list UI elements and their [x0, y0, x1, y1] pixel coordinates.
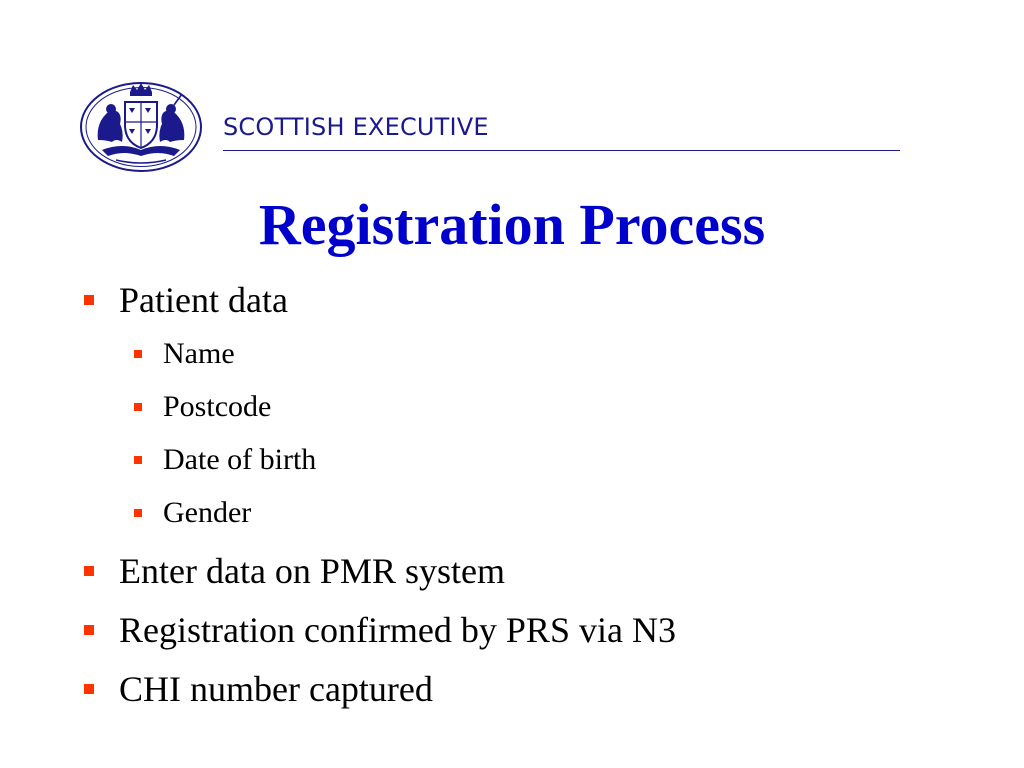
sub-bullet-text: Name: [163, 337, 235, 370]
bullet-text: CHI number captured: [119, 669, 433, 709]
sub-bullet-item: [134, 337, 235, 371]
slide-title: Registration Process: [258, 192, 766, 257]
organization-name: SCOTTISH EXECUTIVE: [223, 113, 489, 141]
bullet-text: Patient data: [119, 280, 288, 320]
square-bullet-icon: [84, 295, 94, 305]
square-bullet-icon: [134, 456, 142, 464]
sub-bullet-text: Gender: [163, 496, 252, 529]
square-bullet-icon: [134, 403, 142, 411]
square-bullet-icon: [134, 350, 142, 358]
bullet-item: [84, 668, 433, 710]
bullet-text: Enter data on PMR system: [119, 551, 505, 591]
bullet-text: Registration confirmed by PRS via N3: [119, 610, 676, 650]
sub-bullet-text: Postcode: [163, 390, 272, 423]
sub-bullet-item: [134, 390, 271, 424]
sub-bullet-text: Date of birth: [163, 443, 317, 476]
bullet-item: [84, 550, 505, 592]
square-bullet-icon: [84, 625, 94, 635]
square-bullet-icon: [84, 566, 94, 576]
bullet-item: [84, 279, 288, 321]
square-bullet-icon: [134, 509, 142, 517]
bullet-item: [84, 609, 676, 651]
square-bullet-icon: [84, 684, 94, 694]
sub-bullet-item: [134, 496, 251, 530]
header-divider: [223, 150, 900, 151]
coat-of-arms-logo: [78, 80, 204, 174]
sub-bullet-item: [134, 443, 316, 477]
